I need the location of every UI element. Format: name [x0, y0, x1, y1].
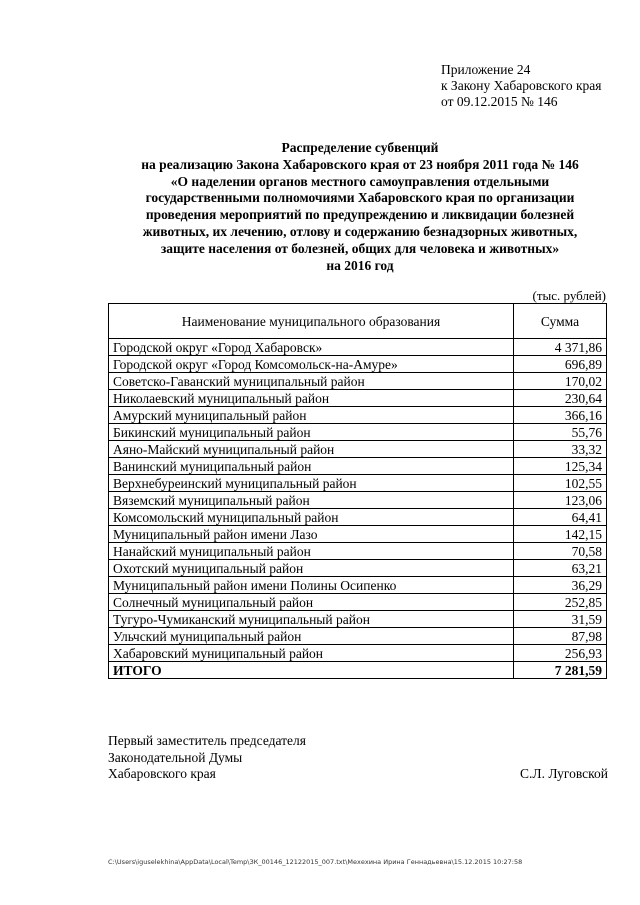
- title-line: государственными полномочиями Хабаровского края по организации: [145, 190, 575, 206]
- title-line: «О наделении органов местного самоуправления отдельными: [170, 173, 550, 189]
- table-row: [109, 509, 607, 526]
- row-name: Вяземский муниципальный район: [109, 492, 514, 509]
- signature-line: Первый заместитель председателя: [108, 733, 306, 748]
- table-row: [109, 526, 607, 543]
- signatory-name: С.Л. Луговской: [520, 766, 608, 781]
- row-sum: 55,76: [514, 424, 607, 441]
- table-body: [109, 339, 607, 662]
- table-row: [109, 339, 607, 356]
- table-row: [109, 577, 607, 594]
- header-sum: Сумма: [514, 304, 607, 339]
- total-row: [109, 662, 607, 679]
- appendix-line: Приложение 24: [441, 62, 531, 77]
- table-row: [109, 543, 607, 560]
- row-name: Солнечный муниципальный район: [109, 594, 514, 611]
- distribution-table: [108, 303, 607, 679]
- appendix-line: к Закону Хабаровского края: [441, 78, 602, 93]
- row-sum: 230,64: [514, 390, 607, 407]
- signature-line: Хабаровского края: [108, 766, 216, 781]
- total-sum: 7 281,59: [514, 662, 607, 679]
- row-sum: 33,32: [514, 441, 607, 458]
- table-row: [109, 628, 607, 645]
- table-row: [109, 475, 607, 492]
- table-row: [109, 356, 607, 373]
- total-label: ИТОГО: [109, 662, 514, 679]
- title-line: защите населения от болезней, общих для человека и животных»: [160, 240, 560, 256]
- row-name: Тугуро-Чумиканский муниципальный район: [109, 611, 514, 628]
- row-name: Верхнебуреинский муниципальный район: [109, 475, 514, 492]
- row-name: Амурский муниципальный район: [109, 407, 514, 424]
- row-name: Муниципальный район имени Полины Осипенко: [109, 577, 514, 594]
- row-name: Ванинский муниципальный район: [109, 458, 514, 475]
- table-row: [109, 645, 607, 662]
- row-name: Городской округ «Город Комсомольск-на-Амуре»: [109, 356, 514, 373]
- table-header-row: [109, 304, 607, 339]
- title-line: на 2016 год: [326, 257, 394, 273]
- units-label: (тыс. рублей): [532, 288, 606, 303]
- row-name: Комсомольский муниципальный район: [109, 509, 514, 526]
- table-row: [109, 441, 607, 458]
- row-sum: 696,89: [514, 356, 607, 373]
- table-row: [109, 373, 607, 390]
- row-sum: 256,93: [514, 645, 607, 662]
- row-sum: 63,21: [514, 560, 607, 577]
- row-name: Ульчский муниципальный район: [109, 628, 514, 645]
- document-title: [110, 140, 610, 274]
- title-line: Распределение субвенций: [281, 140, 439, 155]
- row-sum: 64,41: [514, 509, 607, 526]
- row-sum: 36,29: [514, 577, 607, 594]
- signature-block: [108, 733, 608, 783]
- row-name: Охотский муниципальный район: [109, 560, 514, 577]
- row-sum: 252,85: [514, 594, 607, 611]
- row-sum: 31,59: [514, 611, 607, 628]
- row-name: Городской округ «Город Хабаровск»: [109, 339, 514, 356]
- row-sum: 123,06: [514, 492, 607, 509]
- table-row: [109, 492, 607, 509]
- table-row: [109, 424, 607, 441]
- row-name: Бикинский муниципальный район: [109, 424, 514, 441]
- appendix-line: от 09.12.2015 № 146: [441, 94, 558, 109]
- table-row: [109, 390, 607, 407]
- row-sum: 366,16: [514, 407, 607, 424]
- row-sum: 4 371,86: [514, 339, 607, 356]
- row-name: Нанайский муниципальный район: [109, 543, 514, 560]
- table-row: [109, 560, 607, 577]
- appendix-block: [441, 62, 602, 110]
- header-name: Наименование муниципального образования: [109, 304, 514, 339]
- table-row: [109, 407, 607, 424]
- row-name: Советско-Гаванский муниципальный район: [109, 373, 514, 390]
- row-sum: 87,98: [514, 628, 607, 645]
- row-name: Николаевский муниципальный район: [109, 390, 514, 407]
- row-sum: 142,15: [514, 526, 607, 543]
- title-line: проведения мероприятий по предупреждению и ликвидации болезней: [145, 207, 575, 223]
- row-sum: 70,58: [514, 543, 607, 560]
- row-sum: 125,34: [514, 458, 607, 475]
- table-row: [109, 611, 607, 628]
- row-sum: 102,55: [514, 475, 607, 492]
- table-row: [109, 594, 607, 611]
- table-row: [109, 458, 607, 475]
- signature-line: Законодательной Думы: [108, 749, 243, 765]
- title-line: животных, их лечению, отлову и содержанию безнадзорных животных,: [142, 223, 578, 239]
- row-sum: 170,02: [514, 373, 607, 390]
- row-name: Муниципальный район имени Лазо: [109, 526, 514, 543]
- file-path-footer: C:\Users\iguselekhina\AppData\Local\Temp\ЗК_00146_12122015_007.txt\Мехехина Ирина Геннадьевна\15.12.2015 10:27:58: [108, 858, 523, 866]
- row-name: Хабаровский муниципальный район: [109, 645, 514, 662]
- row-name: Аяно-Майский муниципальный район: [109, 441, 514, 458]
- title-line: на реализацию Закона Хабаровского края от 23 ноября 2011 года № 146: [141, 156, 579, 172]
